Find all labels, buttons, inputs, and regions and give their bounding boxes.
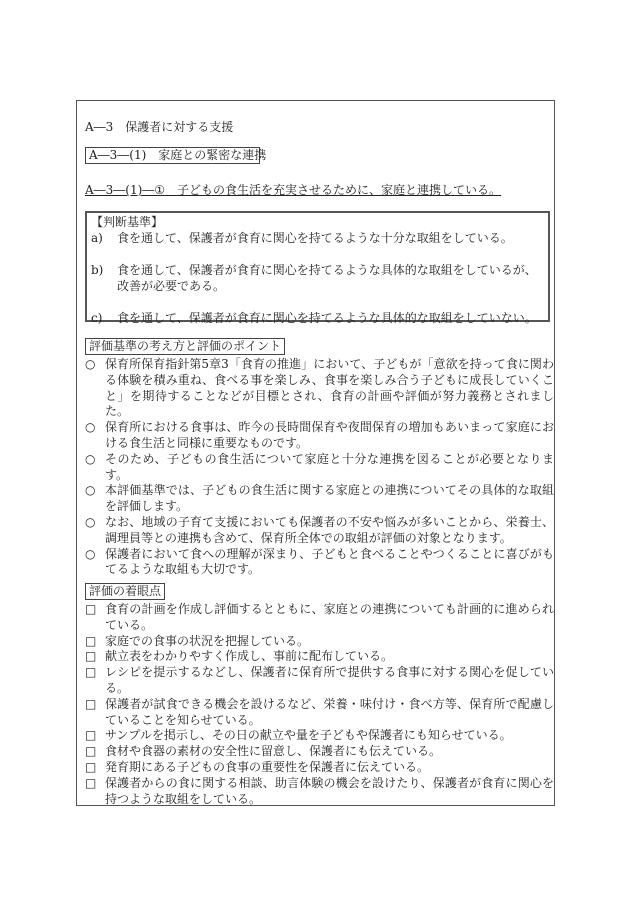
circle-bullet-icon: ○ [85,451,96,466]
checkbox-icon: □ [85,728,97,743]
point-item [85,515,554,547]
criteria-item-c [91,310,544,326]
point-item-text: 本評価基準では、子どもの食生活に関する家庭との連携についてその具体的な取組を評価します。 [105,483,554,514]
criteria-text: 食を通して、保護者が食育に関心を持てるような具体的な取組をしていない。 [117,311,537,325]
point-item [85,483,554,515]
point-item [85,547,554,579]
checkpoint-item-text: 保護者からの食に関する相談、助言体験の機会を設けたり、保護者が食育に関心を持つような取組をしている。 [105,775,554,806]
checkbox-icon: □ [85,665,97,680]
checkpoint-item [85,728,554,744]
checkpoint-item-text: 発育期にある子どもの食事の重要性を保護者に伝えている。 [105,759,430,774]
checkbox-icon: □ [85,775,97,790]
point-item-text: 保育所保育指針第5章3「食育の推進」において、子どもが「意欲を持って食に関わる体験を積み重ね、食べる事を楽しみ、食事を楽しみ合う子どもに成長していくこと」を期待することなどが目標とされ、食育の計画や評価が努力義務とされました。 [105,357,554,419]
criteria-text: 食を通して、保護者が食育に関心を持てるような十分な取組をしている。 [117,231,513,245]
criteria-item-a [91,230,544,246]
item-title: A―3―(1)―① 子どもの食生活を充実させるために、家庭と連携している。 [85,183,502,197]
checkbox-icon: □ [85,633,97,648]
criteria-label: c) [91,311,103,325]
checkbox-icon: □ [85,649,97,664]
point-item-text: なお、地域の子育て支援においても保護者の不安や悩みが多いことから、栄養士、調理員等との連携も含めて、保育所全体での取組が評価の対象となります。 [105,514,554,545]
checkpoints-section [85,583,554,807]
checkpoint-item-text: 保護者が試食できる機会を設けるなど、栄養・味付け・食べ方等、保育所で配慮していることを知らせている。 [105,696,554,727]
checkpoint-item [85,776,554,808]
checkpoint-item-text: 食材や食器の素材の安全性に留意し、保護者にも伝えている。 [105,744,442,759]
circle-bullet-icon: ○ [85,357,96,371]
criteria-label: b) [91,263,104,277]
points-section [85,338,554,578]
points-heading: 評価基準の考え方と評価のポイント [85,338,285,355]
checkpoint-item [85,744,554,760]
checkpoint-item [85,697,554,729]
point-item-text: そのため、子どもの食生活について家庭と十分な連携を図ることが必要となります。 [105,451,554,482]
checkbox-icon: □ [85,602,97,616]
checkbox-icon: □ [85,759,97,774]
criteria-heading: 【判断基準】 [91,215,164,229]
checkpoint-item [85,634,554,650]
point-item-text: 保護者において食への理解が深まり、子どもと食べることやつくることに喜びがもてるような取組も大切です。 [105,546,554,577]
subsection-title: A―3―(1) 家庭との緊密な連携 [85,147,260,164]
checkpoint-item [85,665,554,697]
checkbox-icon: □ [85,696,97,711]
checkpoints-list [85,602,554,807]
criteria-label: a) [91,231,103,245]
section-title: A―3 保護者に対する支援 [85,120,234,134]
criteria-text: 食を通して、保護者が食育に関心を持てるような具体的な取組をしているが、改善が必要である。 [117,263,537,293]
points-list [85,357,554,578]
checkpoint-item-text: 家庭での食事の状況を把握している。 [105,633,310,648]
point-item-text: 保育所における食事は、昨今の長時間保育や夜間保育の増加もあいまって家庭における食生活と同様に重要なものです。 [105,420,554,450]
checkpoints-heading: 評価の着眼点 [85,583,165,600]
circle-bullet-icon: ○ [85,546,96,561]
circle-bullet-icon: ○ [85,483,96,498]
checkpoint-item-text: 食育の計画を作成し評価するとともに、家庭との連携についても計画的に進められている。 [105,602,554,632]
checkpoint-item [85,760,554,776]
document-frame [76,100,555,806]
circle-bullet-icon: ○ [85,420,96,435]
checkpoint-item-text: 献立表をわかりやすく作成し、事前に配布している。 [105,649,394,664]
checkpoint-item-text: サンプルを掲示し、その日の献立や量を子どもや保護者にも知らせている。 [105,728,512,743]
point-item [85,452,554,484]
checkpoint-item [85,602,554,634]
criteria-box [85,211,550,325]
point-item [85,357,554,420]
point-item [85,420,554,452]
checkpoint-item [85,649,554,665]
checkpoint-item-text: レシピを提示するなどし、保護者に保育所で提供する食事に対する関心を促している。 [105,665,554,695]
circle-bullet-icon: ○ [85,514,96,529]
checkbox-icon: □ [85,744,97,759]
criteria-item-b [91,262,544,294]
